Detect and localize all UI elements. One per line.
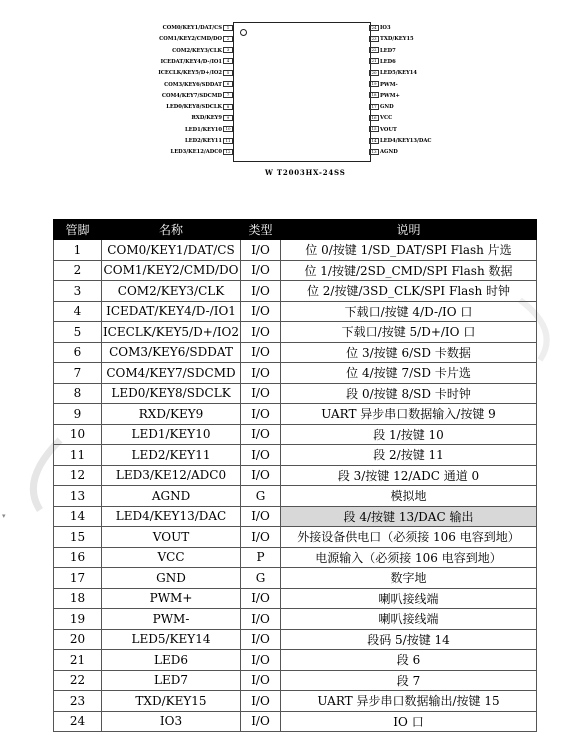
cell-pin-description: 下载口/按键 5/D+/IO 口 xyxy=(281,322,537,343)
chip-pin-number: 8 xyxy=(223,104,233,110)
table-row xyxy=(54,404,537,425)
chip-pin-label: VOUT xyxy=(380,126,397,133)
cell-pin-name: LED7 xyxy=(102,670,241,691)
table-row xyxy=(54,527,537,548)
cell-pin-description: 段 3/按键 12/ADC 通道 0 xyxy=(281,465,537,486)
chip-pin-label: COM4/KEY7/SDCMD xyxy=(161,92,222,99)
chip-pin-number: 22 xyxy=(369,47,379,53)
cell-pin-description: 段 1/按键 10 xyxy=(281,424,537,445)
cell-pin-type: I/O xyxy=(241,711,281,732)
header-type: 类型 xyxy=(241,220,281,240)
table-row xyxy=(54,629,537,650)
chip-pin-number: 5 xyxy=(223,70,233,76)
chip-pin xyxy=(369,57,396,68)
cell-pin-name: ICEDAT/KEY4/D-/IO1 xyxy=(102,301,241,322)
table-row xyxy=(54,322,537,343)
cell-pin-name: COM0/KEY1/DAT/CS xyxy=(102,240,241,261)
cell-pin-type: I/O xyxy=(241,629,281,650)
chip-pin-number: 20 xyxy=(369,70,379,76)
chip-pin-number: 4 xyxy=(223,58,233,64)
cell-pin-number: 7 xyxy=(54,363,102,384)
table-body xyxy=(54,240,537,732)
chip-pin xyxy=(162,91,233,102)
table-row xyxy=(54,424,537,445)
cell-pin-name: VOUT xyxy=(102,527,241,548)
cell-pin-description: 位 0/按键 1/SD_DAT/SPI Flash 片选 xyxy=(281,240,537,261)
chip-pin xyxy=(159,34,233,45)
table-row xyxy=(54,301,537,322)
pin-description-table xyxy=(53,219,537,732)
cell-pin-description: 段 2/按键 11 xyxy=(281,445,537,466)
chip-pin xyxy=(369,34,414,45)
cell-pin-type: G xyxy=(241,568,281,589)
chip-pin-label: LED6 xyxy=(380,58,396,65)
cell-pin-type: I/O xyxy=(241,260,281,281)
cell-pin-name: PWM+ xyxy=(102,588,241,609)
cell-pin-name: LED3/KE12/ADC0 xyxy=(102,465,241,486)
chip-pin xyxy=(369,46,396,57)
chip-pin-label: GND xyxy=(380,104,394,111)
cell-pin-description: 喇叭接线端 xyxy=(281,609,537,630)
cell-pin-name: COM3/KEY6/SDDAT xyxy=(102,342,241,363)
cell-pin-name: PWM- xyxy=(102,609,241,630)
chip-pin-number: 1 xyxy=(223,25,233,31)
chip-pin-label: LED7 xyxy=(380,47,396,54)
cell-pin-type: I/O xyxy=(241,670,281,691)
cell-pin-type: I/O xyxy=(241,424,281,445)
chip-pin-label: VCC xyxy=(380,115,393,122)
chip-pin xyxy=(369,102,394,113)
chip-pin-number: 12 xyxy=(223,149,233,155)
chip-pin xyxy=(369,113,392,124)
chip-pin xyxy=(163,23,233,34)
chip-pin-number: 18 xyxy=(369,92,379,98)
chip-pin-label: LED3/KE12/ADC0 xyxy=(170,149,222,156)
chip-pin-label: COM3/KEY6/SDDAT xyxy=(164,81,222,88)
cell-pin-number: 18 xyxy=(54,588,102,609)
cell-pin-number: 8 xyxy=(54,383,102,404)
chip-pin-label: LED4/KEY13/DAC xyxy=(380,138,432,144)
chip-pin xyxy=(164,80,233,91)
header-description: 说明 xyxy=(281,220,537,240)
cell-pin-number: 1 xyxy=(54,240,102,261)
cell-pin-number: 6 xyxy=(54,342,102,363)
chip-pin-label: ICEDAT/KEY4/D-/IO1 xyxy=(160,58,222,65)
cell-pin-number: 2 xyxy=(54,260,102,281)
cell-pin-type: I/O xyxy=(241,506,281,527)
chip-caption: W T2003HX-24SS xyxy=(265,168,346,177)
cell-pin-description: 数字地 xyxy=(281,568,537,589)
cell-pin-description: 模拟地 xyxy=(281,486,537,507)
cell-pin-name: LED4/KEY13/DAC xyxy=(102,506,241,527)
cell-pin-description: 外接设备供电口（必须接 106 电容到地） xyxy=(281,527,537,548)
cell-pin-type: I/O xyxy=(241,609,281,630)
chip-pin-number: 7 xyxy=(223,92,233,98)
cell-pin-type: I/O xyxy=(241,445,281,466)
cell-pin-type: I/O xyxy=(241,240,281,261)
cell-pin-number: 21 xyxy=(54,650,102,671)
cell-pin-name: RXD/KEY9 xyxy=(102,404,241,425)
cell-pin-number: 9 xyxy=(54,404,102,425)
chip-pin-label: AGND xyxy=(380,149,398,156)
cell-pin-number: 17 xyxy=(54,568,102,589)
cell-pin-description: 喇叭接线端 xyxy=(281,588,537,609)
chip-pin xyxy=(158,68,233,79)
chip-pin-number: 11 xyxy=(223,138,233,144)
cell-pin-name: COM2/KEY3/CLK xyxy=(102,281,241,302)
cell-pin-name: TXD/KEY15 xyxy=(102,691,241,712)
table-row xyxy=(54,588,537,609)
cell-pin-description: UART 异步串口数据输出/按键 15 xyxy=(281,691,537,712)
cell-pin-number: 15 xyxy=(54,527,102,548)
chip-pin xyxy=(369,125,397,136)
cell-pin-name: LED6 xyxy=(102,650,241,671)
cell-pin-type: I/O xyxy=(241,404,281,425)
chip-pin xyxy=(185,136,233,147)
table-row xyxy=(54,260,537,281)
cell-pin-description: 下载口/按键 4/D-/IO 口 xyxy=(281,301,537,322)
chip-pin-label: LED2/KEY11 xyxy=(185,138,222,144)
chip-pin-number: 9 xyxy=(223,115,233,121)
pin1-marker xyxy=(240,29,247,36)
cell-pin-number: 14 xyxy=(54,506,102,527)
chip-pin-number: 2 xyxy=(223,36,233,42)
cell-pin-description: 段 6 xyxy=(281,650,537,671)
cell-pin-type: I/O xyxy=(241,301,281,322)
cell-pin-name: COM4/KEY7/SDCMD xyxy=(102,363,241,384)
cell-pin-type: I/O xyxy=(241,363,281,384)
cell-pin-type: I/O xyxy=(241,691,281,712)
table-row xyxy=(54,486,537,507)
cell-pin-type: G xyxy=(241,486,281,507)
chip-pin-label: COM2/KEY3/CLK xyxy=(172,47,222,54)
chip-pin-number: 16 xyxy=(369,115,379,121)
chip-pin-label: PWM+ xyxy=(380,92,400,99)
table-row xyxy=(54,465,537,486)
cell-pin-name: LED5/KEY14 xyxy=(102,629,241,650)
chip-pin-label: COM1/KEY2/CMD/DO xyxy=(159,36,222,43)
chip-pin-number: 15 xyxy=(369,126,379,132)
chip-pin-number: 13 xyxy=(369,149,379,155)
cell-pin-name: IO3 xyxy=(102,711,241,732)
table-row xyxy=(54,363,537,384)
table-row xyxy=(54,609,537,630)
table-row xyxy=(54,506,537,527)
cell-pin-description: 段 0/按键 8/SD 卡时钟 xyxy=(281,383,537,404)
table-header-row xyxy=(54,220,537,240)
chip-pin xyxy=(172,46,233,57)
chip-pin xyxy=(369,23,391,34)
table-row xyxy=(54,383,537,404)
cell-pin-name: AGND xyxy=(102,486,241,507)
chip-pin-number: 10 xyxy=(223,126,233,132)
cell-pin-type: I/O xyxy=(241,588,281,609)
cell-pin-number: 20 xyxy=(54,629,102,650)
chip-body xyxy=(233,22,371,162)
chip-pin xyxy=(369,136,432,147)
cell-pin-name: LED2/KEY11 xyxy=(102,445,241,466)
cell-pin-description: 位 1/按键/2SD_CMD/SPI Flash 数据 xyxy=(281,260,537,281)
table-row xyxy=(54,691,537,712)
table-row xyxy=(54,240,537,261)
cell-pin-number: 10 xyxy=(54,424,102,445)
cell-pin-number: 24 xyxy=(54,711,102,732)
margin-mark: ▾ xyxy=(2,512,6,520)
cell-pin-type: P xyxy=(241,547,281,568)
cell-pin-type: I/O xyxy=(241,383,281,404)
cell-pin-number: 5 xyxy=(54,322,102,343)
chip-pin-number: 17 xyxy=(369,104,379,110)
chip-pin xyxy=(369,68,417,79)
chip-pin xyxy=(369,80,398,91)
table-row xyxy=(54,342,537,363)
cell-pin-description: 位 2/按键/3SD_CLK/SPI Flash 时钟 xyxy=(281,281,537,302)
chip-pin-label: LED0/KEY8/SDCLK xyxy=(166,104,222,111)
cell-pin-number: 3 xyxy=(54,281,102,302)
cell-pin-type: I/O xyxy=(241,527,281,548)
table-row xyxy=(54,281,537,302)
cell-pin-name: LED1/KEY10 xyxy=(102,424,241,445)
header-name: 名称 xyxy=(102,220,241,240)
cell-pin-description: 段 4/按键 13/DAC 输出 xyxy=(281,506,537,527)
cell-pin-name: ICECLK/KEY5/D+/IO2 xyxy=(102,322,241,343)
cell-pin-type: I/O xyxy=(241,650,281,671)
header-pin: 管脚 xyxy=(54,220,102,240)
table-row xyxy=(54,670,537,691)
cell-pin-description: UART 异步串口数据输入/按键 9 xyxy=(281,404,537,425)
cell-pin-number: 16 xyxy=(54,547,102,568)
chip-pin-number: 23 xyxy=(369,36,379,42)
cell-pin-number: 13 xyxy=(54,486,102,507)
cell-pin-number: 19 xyxy=(54,609,102,630)
cell-pin-type: I/O xyxy=(241,465,281,486)
chip-pin xyxy=(369,91,400,102)
chip-pin xyxy=(161,57,233,68)
cell-pin-number: 4 xyxy=(54,301,102,322)
cell-pin-name: VCC xyxy=(102,547,241,568)
cell-pin-description: 电源输入（必须接 106 电容到地） xyxy=(281,547,537,568)
chip-pinout-diagram xyxy=(150,18,450,183)
cell-pin-description: 段码 5/按键 14 xyxy=(281,629,537,650)
table-row xyxy=(54,445,537,466)
cell-pin-name: COM1/KEY2/CMD/DO xyxy=(102,260,241,281)
table-row xyxy=(54,547,537,568)
cell-pin-number: 12 xyxy=(54,465,102,486)
cell-pin-description: 位 3/按键 6/SD 卡数据 xyxy=(281,342,537,363)
chip-pin-number: 14 xyxy=(369,138,379,144)
chip-pin-number: 21 xyxy=(369,58,379,64)
chip-pin-label: COM0/KEY1/DAT/CS xyxy=(162,25,222,31)
chip-pin-number: 6 xyxy=(223,81,233,87)
cell-pin-type: I/O xyxy=(241,281,281,302)
cell-pin-description: 位 4/按键 7/SD 卡片选 xyxy=(281,363,537,384)
chip-pin xyxy=(369,147,398,158)
chip-pin-number: 24 xyxy=(369,25,379,31)
cell-pin-description: IO 口 xyxy=(281,711,537,732)
table-row xyxy=(54,568,537,589)
cell-pin-type: I/O xyxy=(241,322,281,343)
cell-pin-type: I/O xyxy=(241,342,281,363)
chip-pin-label: TXD/KEY15 xyxy=(380,36,414,43)
cell-pin-number: 22 xyxy=(54,670,102,691)
chip-pin xyxy=(191,113,233,124)
chip-pin xyxy=(171,147,233,158)
chip-pin-number: 3 xyxy=(223,47,233,53)
chip-pin-label: ICECLK/KEY5/D+/IO2 xyxy=(158,70,222,77)
chip-pin-number: 19 xyxy=(369,81,379,87)
cell-pin-name: LED0/KEY8/SDCLK xyxy=(102,383,241,404)
cell-pin-number: 11 xyxy=(54,445,102,466)
table-row xyxy=(54,650,537,671)
chip-pin-label: IO3 xyxy=(380,25,391,31)
chip-pin-label: RXD/KEY9 xyxy=(191,115,222,122)
cell-pin-description: 段 7 xyxy=(281,670,537,691)
chip-pin xyxy=(185,125,233,136)
chip-pin-label: PWM- xyxy=(380,81,398,88)
cell-pin-name: GND xyxy=(102,568,241,589)
cell-pin-number: 23 xyxy=(54,691,102,712)
chip-pin xyxy=(166,102,233,113)
chip-pin-label: LED5/KEY14 xyxy=(380,70,417,77)
table-row xyxy=(54,711,537,732)
chip-pin-label: LED1/KEY10 xyxy=(185,126,222,133)
